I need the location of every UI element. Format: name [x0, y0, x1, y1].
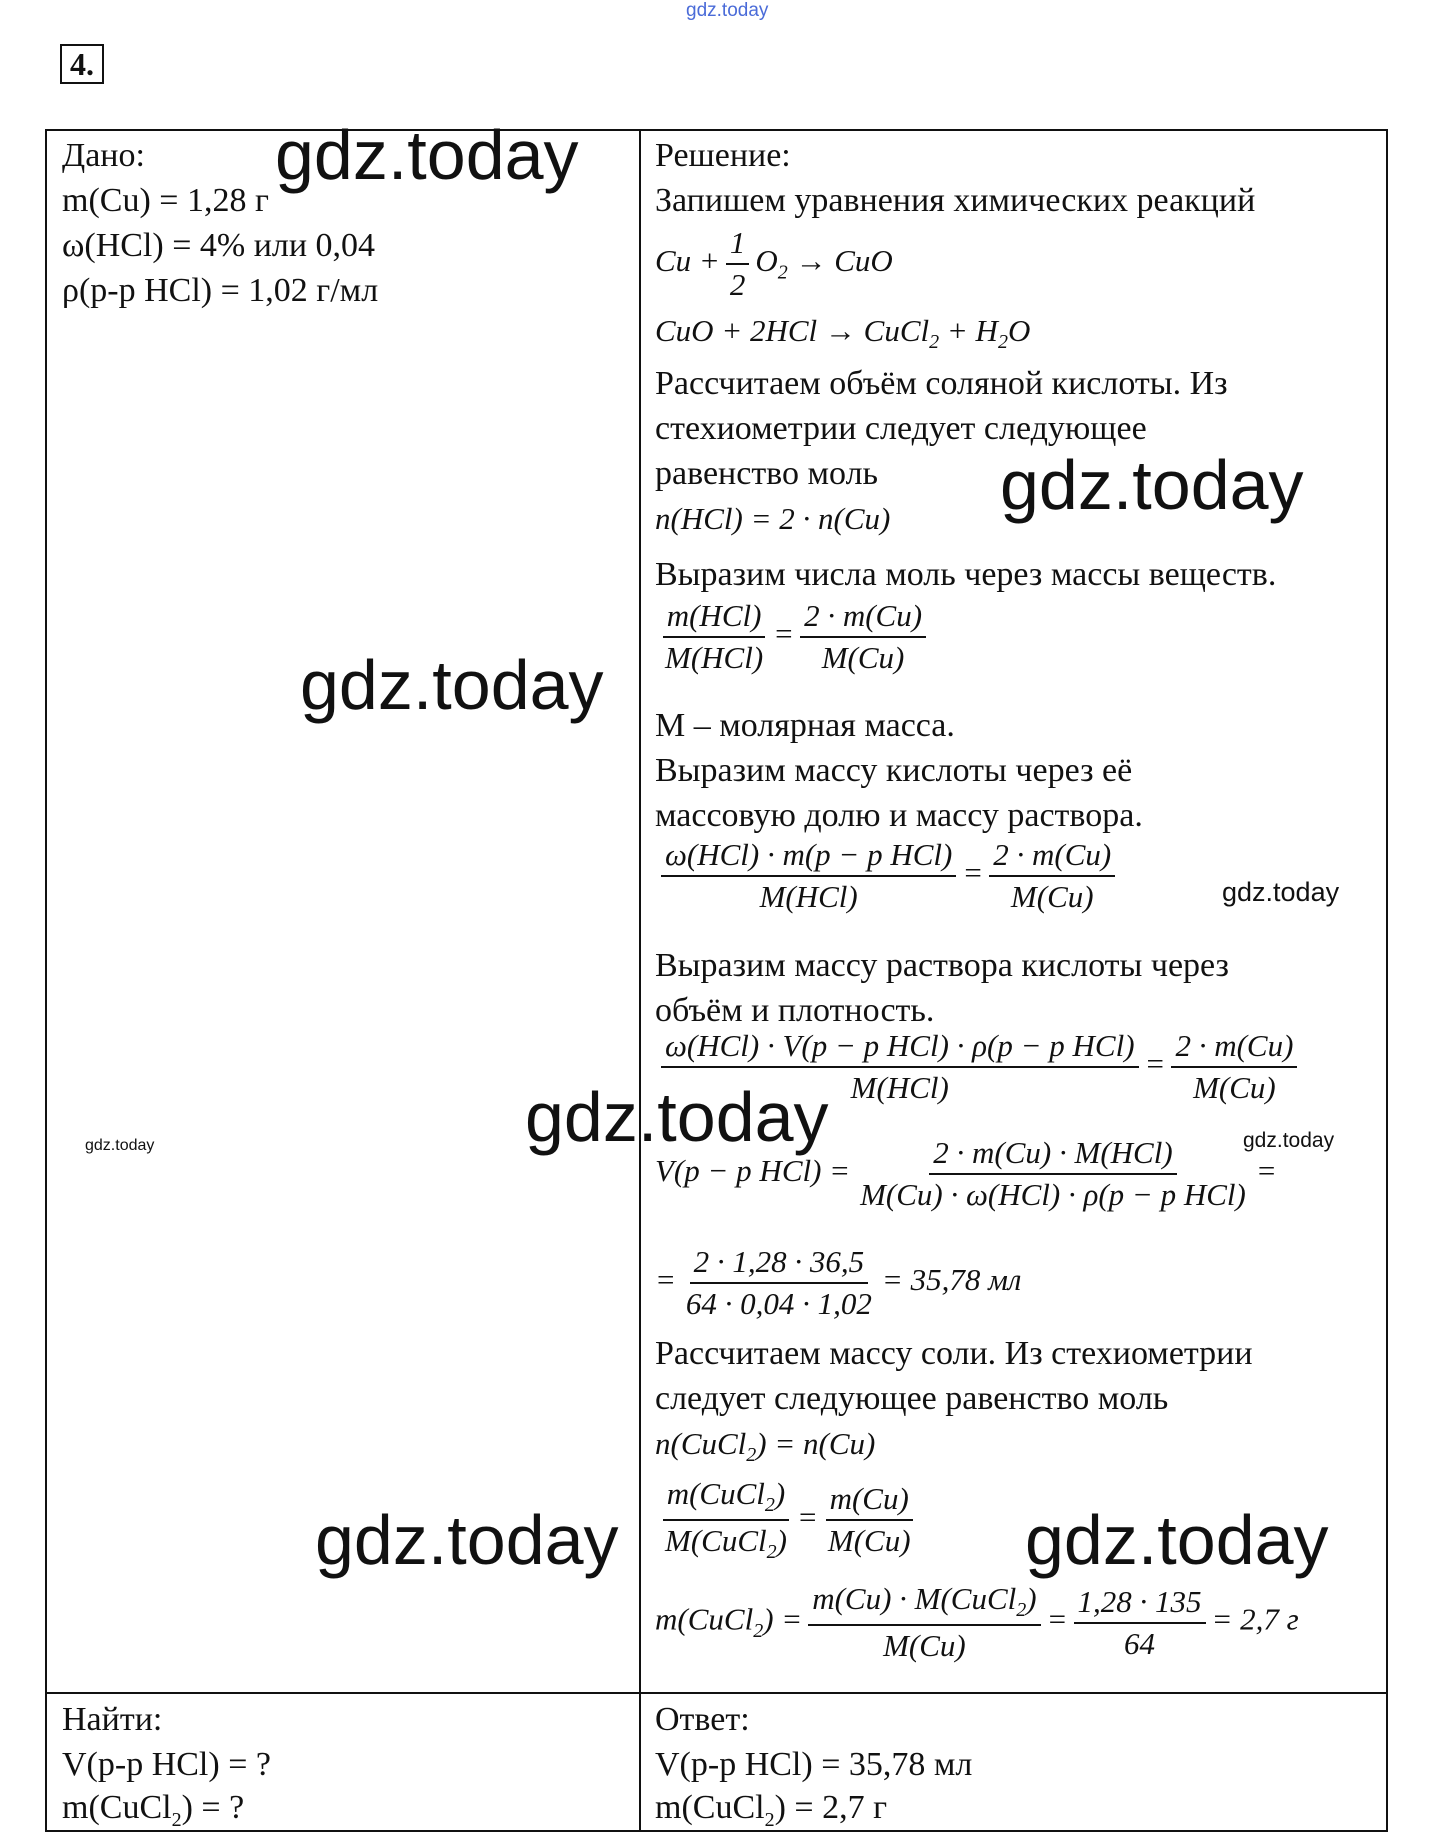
column-divider: [639, 131, 641, 1830]
given-line: ρ(р-р HCl) = 1,02 г/мл: [62, 272, 379, 309]
watermark: gdz.today: [300, 646, 604, 724]
solution-text: Рассчитаем массу соли. Из стехиометрии: [655, 1335, 1253, 1372]
solution-title: Решение:: [655, 137, 791, 174]
watermark: gdz.today: [525, 1078, 829, 1156]
watermark: gdz.today: [85, 1137, 155, 1154]
watermark: gdz.today: [1025, 1501, 1329, 1579]
solution-text: равенство моль: [655, 455, 879, 492]
equation-mass-fraction: $\frac{\text{ω(HCl) · m(p − p HCl)}}{\text{M(HCl)}}$ = $\frac{2 \cdot m(Cu)}{M(Cu)}$: [655, 837, 1121, 915]
solution-text: Выразим массу кислоты через её: [655, 752, 1133, 789]
solution-text: Выразим числа моль через массы веществ.: [655, 556, 1277, 593]
solution-text: Рассчитаем объём соляной кислоты. Из: [655, 365, 1228, 402]
given-line: m(Cu) = 1,28 г: [62, 182, 269, 219]
equation-salt-mass: m(CuCl$_2$) = $\frac{m(Cu) \cdot M(CuCl_2)}{M(Cu)}$ = $\frac{1,28 \cdot 135}{64}$ = 2,7 г: [655, 1581, 1299, 1664]
given-line: ω(HCl) = 4% или 0,04: [62, 227, 376, 264]
watermark: gdz.today: [1000, 446, 1304, 524]
equation-mass-ratio: $\frac{\text{m(HCl)}}{\text{M(HCl)}}$ = $\frac{2 \cdot m(Cu)}{M(Cu)}$: [655, 598, 932, 676]
reaction-2: CuO + 2HCl → CuCl$_2$ + $H_2O$: [655, 313, 1031, 354]
row-divider: [47, 1692, 1386, 1694]
find-line: V(р-р HCl) = ?: [62, 1746, 271, 1783]
answer-line: V(р-р HCl) = 35,78 мл: [655, 1746, 973, 1783]
reaction-1: Cu + $\frac{1}{2}$ $O_2$ → CuO: [655, 225, 893, 302]
solution-text: Запишем уравнения химических реакций: [655, 182, 1256, 219]
solution-text: M – молярная масса.: [655, 707, 955, 744]
watermark: gdz.today: [275, 116, 579, 194]
solution-text: стехиометрии следует следующее: [655, 410, 1147, 447]
equation-salt-mol: n(CuCl$_2$) = n(Cu): [655, 1426, 876, 1467]
solution-text: следует следующее равенство моль: [655, 1380, 1169, 1417]
equation-volume-value: = $\frac{2 \cdot 1,28 \cdot 36,5}{64 \cdot 0,04 \cdot 1,02}$ = 35,78 мл: [655, 1244, 1022, 1321]
solution-text: объём и плотность.: [655, 992, 935, 1029]
find-line: m(CuCl$_2$) = ?: [62, 1789, 245, 1831]
problem-number: 4.: [60, 44, 104, 84]
equation-salt-ratio: $\frac{m(CuCl_2)}{M(CuCl_2)}$ = $\frac{m(Cu)}{M(Cu)}$: [655, 1476, 921, 1564]
answer-line: m(CuCl$_2$) = 2,7 г: [655, 1789, 888, 1831]
equation-volume: V(p − p HCl) = $\frac{\text{2 · m(Cu) · M(HCl)}}{\text{M(Cu) · ω(HCl) · ρ(p − p HCl)}}$ =: [655, 1135, 1277, 1212]
equation-mol-ratio: n(HCl) = 2 · n(Cu): [655, 501, 891, 536]
given-title: Дано:: [62, 137, 145, 174]
solution-text: массовую долю и массу раствора.: [655, 797, 1143, 834]
solution-text: Выразим массу раствора кислоты через: [655, 947, 1229, 984]
watermark: gdz.today: [1222, 877, 1340, 907]
equation-volume-density: $\frac{\text{ω(HCl) · V(p − p HCl) · ρ(p − p HCl)}}{\text{M(HCl)}}$ = $\frac{2 \cdot m(Cu)}{M(Cu)}$: [655, 1028, 1303, 1106]
find-title: Найти:: [62, 1701, 163, 1738]
watermark: gdz.today: [1243, 1129, 1335, 1152]
watermark: gdz.today: [315, 1501, 619, 1579]
top-watermark: gdz.today: [686, 0, 769, 21]
answer-title: Ответ:: [655, 1701, 750, 1738]
